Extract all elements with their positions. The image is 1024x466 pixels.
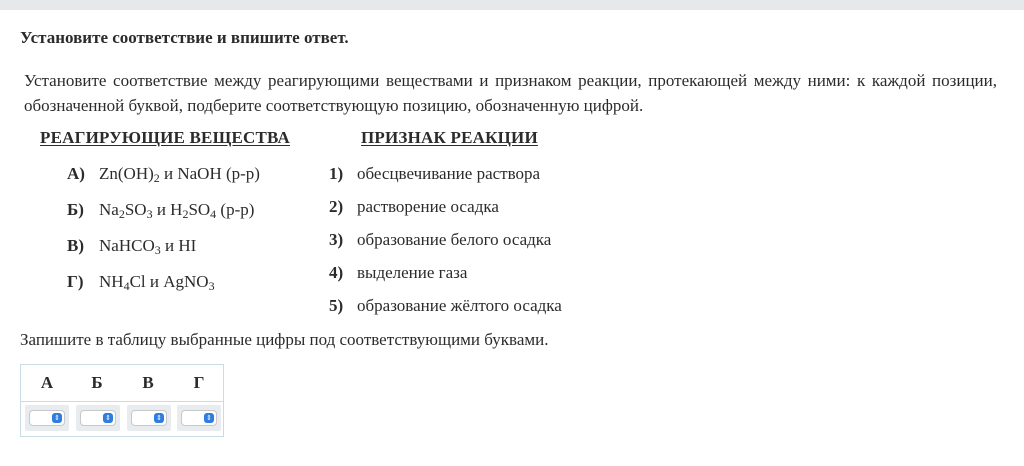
formula-part: и H (152, 200, 183, 219)
formula-part: SO (188, 200, 211, 219)
answer-table-header (21, 365, 223, 402)
left-item-key: В) (67, 236, 84, 255)
left-item-key: А) (67, 164, 85, 183)
formula-subscript: 2 (153, 171, 160, 185)
right-item-text: образование белого осадка (357, 230, 552, 249)
right-item-text: обесцвечивание раствора (357, 164, 541, 183)
formula-subscript: 4 (210, 207, 217, 221)
right-column-title: ПРИЗНАК РЕАКЦИИ (361, 128, 538, 147)
right-item-3 (329, 230, 551, 250)
formula-part: и NaOH (р-р) (159, 164, 260, 183)
formula-subscript: 2 (118, 207, 125, 221)
answer-header-a: А (40, 373, 54, 392)
answer-cell-a (25, 405, 69, 431)
left-item-a (67, 164, 260, 184)
formula-part: Cl и AgNO (129, 272, 209, 291)
formula-part: (р-р) (216, 200, 255, 219)
answer-select-g[interactable] (181, 410, 217, 426)
right-item-key: 3) (329, 230, 344, 249)
question-text: Установите соответствие между реагирующими веществами и признаком реакции, протекающей между ними: к каждой позиции, обозначенной буквой, подберите соответствующую позицию, обозначенную цифрой. (24, 71, 997, 115)
answer-cell-g (177, 405, 221, 431)
left-item-g (67, 272, 215, 292)
up-down-chevron-icon: ⇕ (204, 413, 214, 423)
right-item-text: образование жёлтого осадка (357, 296, 562, 315)
formula-subscript: 4 (123, 279, 130, 293)
instruction-text: Запишите в таблицу выбранные цифры под соответствующими буквами. (20, 330, 549, 349)
right-item-2 (329, 197, 499, 217)
answer-header-g: Г (193, 373, 205, 392)
formula-part: SO (124, 200, 147, 219)
formula-part: NH (99, 272, 124, 291)
right-item-key: 4) (329, 263, 344, 282)
formula-part: NaHCO (99, 236, 155, 255)
answer-table (20, 364, 224, 437)
top-bar (0, 0, 1024, 10)
formula-part: Zn(OH) (99, 164, 154, 183)
right-item-text: растворение осадка (357, 197, 499, 216)
right-item-4 (329, 263, 467, 283)
right-item-text: выделение газа (357, 263, 468, 282)
answer-cell-b (76, 405, 120, 431)
left-item-key: Б) (67, 200, 84, 219)
formula-part: и HI (160, 236, 197, 255)
answer-header-b: Б (91, 373, 103, 392)
answer-cell-v (127, 405, 171, 431)
formula-part: Na (99, 200, 119, 219)
up-down-chevron-icon: ⇕ (103, 413, 113, 423)
formula-subscript: 2 (182, 207, 189, 221)
right-item-5 (329, 296, 562, 316)
task-heading: Установите соответствие и впишите ответ. (20, 28, 349, 47)
up-down-chevron-icon: ⇕ (52, 413, 62, 423)
answer-select-b[interactable] (80, 410, 116, 426)
left-item-v (67, 236, 196, 256)
right-item-key: 1) (329, 164, 344, 183)
up-down-chevron-icon: ⇕ (154, 413, 164, 423)
left-column-title: РЕАГИРУЮЩИЕ ВЕЩЕСТВА (40, 128, 290, 147)
left-item-b (67, 200, 254, 220)
formula-subscript: 3 (146, 207, 153, 221)
answer-header-v: В (142, 373, 154, 392)
answer-select-a[interactable] (29, 410, 65, 426)
left-item-key: Г) (67, 272, 84, 291)
right-item-key: 2) (329, 197, 344, 216)
right-item-1 (329, 164, 540, 184)
formula-subscript: 3 (208, 279, 215, 293)
formula-subscript: 3 (154, 243, 161, 257)
right-item-key: 5) (329, 296, 344, 315)
answer-select-v[interactable] (131, 410, 167, 426)
